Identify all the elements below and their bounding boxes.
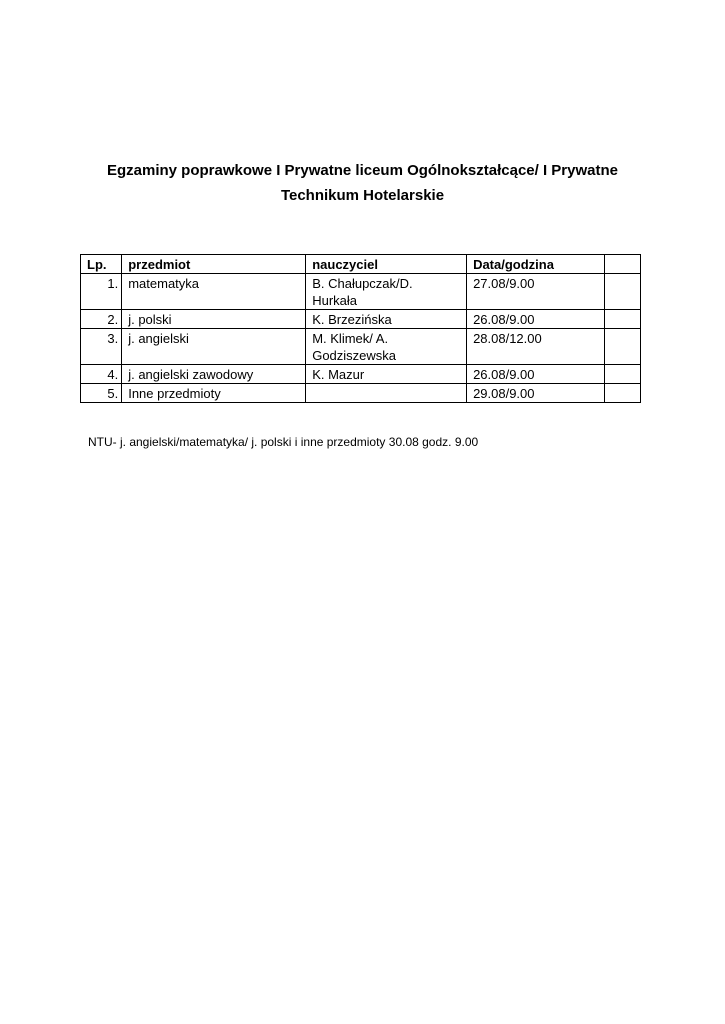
table-header-row xyxy=(81,255,641,274)
title-line-2: Technikum Hotelarskie xyxy=(280,187,445,204)
cell-teacher: K. Mazur xyxy=(306,365,467,384)
document-title xyxy=(80,158,645,208)
cell-date: 28.08/12.00 xyxy=(467,329,605,365)
cell-extra xyxy=(604,329,640,365)
exam-schedule-table xyxy=(80,254,641,403)
cell-teacher: K. Brzezińska xyxy=(306,310,467,329)
cell-subject: j. angielski zawodowy xyxy=(122,365,306,384)
cell-lp: 5. xyxy=(81,384,122,403)
table-row xyxy=(81,384,641,403)
cell-date: 29.08/9.00 xyxy=(467,384,605,403)
cell-teacher: B. Chałupczak/D. Hurkała xyxy=(306,274,467,310)
cell-extra xyxy=(604,274,640,310)
header-extra xyxy=(604,255,640,274)
table-row xyxy=(81,329,641,365)
table-row xyxy=(81,274,641,310)
cell-lp: 1. xyxy=(81,274,122,310)
cell-date: 27.08/9.00 xyxy=(467,274,605,310)
table-row xyxy=(81,365,641,384)
cell-extra xyxy=(604,310,640,329)
cell-extra xyxy=(604,365,640,384)
cell-date: 26.08/9.00 xyxy=(467,365,605,384)
header-lp: Lp. xyxy=(81,255,122,274)
header-teacher: nauczyciel xyxy=(306,255,467,274)
header-date: Data/godzina xyxy=(467,255,605,274)
cell-lp: 4. xyxy=(81,365,122,384)
cell-teacher xyxy=(306,384,467,403)
table-row xyxy=(81,310,641,329)
cell-lp: 2. xyxy=(81,310,122,329)
cell-subject: j. angielski xyxy=(122,329,306,365)
cell-subject: Inne przedmioty xyxy=(122,384,306,403)
cell-extra xyxy=(604,384,640,403)
header-subject: przedmiot xyxy=(122,255,306,274)
cell-subject: matematyka xyxy=(122,274,306,310)
cell-date: 26.08/9.00 xyxy=(467,310,605,329)
cell-teacher: M. Klimek/ A. Godziszewska xyxy=(306,329,467,365)
cell-subject: j. polski xyxy=(122,310,306,329)
cell-lp: 3. xyxy=(81,329,122,365)
title-line-1: Egzaminy poprawkowe I Prywatne liceum Ogólnokształcące/ I Prywatne xyxy=(107,162,618,179)
footnote: NTU- j. angielski/matematyka/ j. polski i inne przedmioty 30.08 godz. 9.00 xyxy=(88,435,479,449)
